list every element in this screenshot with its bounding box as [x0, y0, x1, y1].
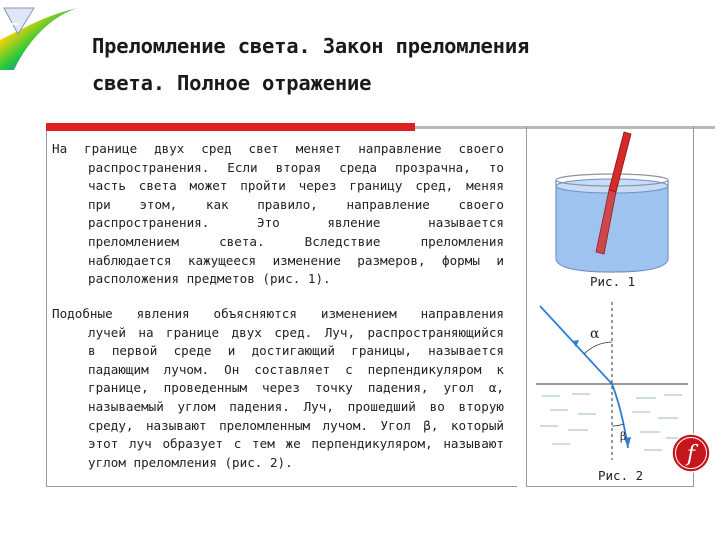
text-line: углом преломления (рис. 2).: [88, 454, 293, 470]
figure-2-caption: Рис. 2: [598, 468, 644, 483]
figure-1-caption: Рис. 1: [590, 274, 636, 289]
text-line: преломлением света. Вследствие преломления: [88, 233, 504, 249]
paragraph-refraction-angles: [52, 305, 504, 472]
text-line: наблюдается кажущееся изменение размеров, формы и: [88, 252, 504, 268]
prism-rainbow-logo-icon: [0, 0, 84, 70]
text-line: распространения. Это явление называется: [88, 215, 504, 231]
text-line: этот луч образует с тем же перпендикуляром, называют: [88, 436, 504, 452]
figure-2-refraction-diagram: [532, 298, 692, 463]
beta-label: β: [620, 430, 627, 443]
page-title: [92, 28, 692, 102]
text-line: при этом, как правило, направление своего: [88, 196, 504, 212]
text-line: лучей на границе двух сред. Луч, распространяющийся: [88, 324, 504, 340]
title-underline-red: [46, 123, 415, 131]
text-line: Подобные явления объясняются изменением направления: [52, 306, 504, 321]
text-line: границе, проведенным через точку падения, угол α,: [88, 380, 504, 396]
paragraph-refraction-intro: [52, 140, 504, 289]
text-line: называемый углом падения. Луч, прошедший во вторую: [88, 398, 504, 414]
text-line: распространения. Если вторая среда прозрачна, то: [88, 159, 504, 175]
badge-letter: f: [686, 442, 696, 467]
text-line: среду, называют преломленным лучом. Угол β, который: [88, 417, 504, 433]
title-line-2: света. Полное отражение: [92, 71, 372, 95]
text-line: расположения предметов (рис. 1).: [88, 271, 331, 287]
alpha-label: α: [590, 326, 600, 342]
text-line: часть света может пройти через границу сред, меняя: [88, 178, 504, 194]
text-line: На границе двух сред свет меняет направление своего: [52, 141, 504, 156]
function-f-icon: [670, 432, 712, 474]
text-line: в первой среде и достигающий границы, называется: [88, 343, 504, 359]
title-line-1: Преломление света. Закон преломления: [92, 34, 530, 58]
text-line: падающим лучом. Он составляет с перпендикуляром к: [88, 361, 504, 377]
figure-1-glass-with-rod: [532, 130, 692, 290]
